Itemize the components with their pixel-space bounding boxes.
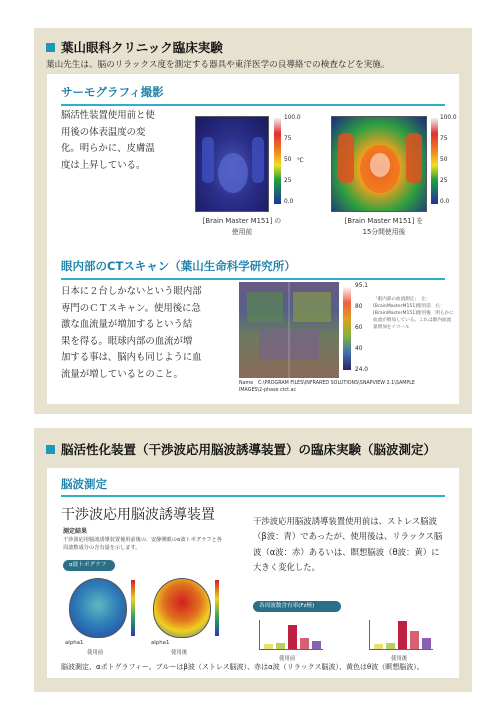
caption-before: [Brain Master M151] の 使用前 <box>202 217 282 236</box>
ct-texture <box>239 282 339 378</box>
result-text: 干渉波応用脳波誘導装置使用前後の、安静開眼のα波トポグラフと各周波数成分の含有量を示します。 <box>63 537 222 551</box>
hands-silhouette-after <box>332 117 427 212</box>
section-heading: 脳活性化装置（干渉波応用脳波誘導装置）の臨床実験（脳波測定） <box>46 440 436 458</box>
tick-label: 100.0 <box>284 115 301 121</box>
clinic-section <box>34 28 472 414</box>
experiment-card <box>47 74 459 404</box>
tick-label: 100.0 <box>440 115 457 121</box>
tick-label: 75 <box>440 136 448 142</box>
square-bullet-icon <box>46 43 55 52</box>
thermograph-before <box>195 116 269 212</box>
tick-label: 0.0 <box>284 199 294 205</box>
tick-label: 0.0 <box>440 199 450 205</box>
eeg-footer-caption: 脳波測定、αポトグラフィー。ブルーはβ波（ストレス脳波）、赤はα波（リラックス脳波）、黄色はθ波（瞑想脳波）。 <box>61 663 424 671</box>
frequency-bar <box>300 638 309 649</box>
thermo-title: サーモグラフィ撮影 <box>61 85 164 99</box>
thermo-colorbar-after <box>431 118 438 204</box>
ct-scan-image <box>239 282 339 378</box>
tick-label: 50 <box>284 157 292 163</box>
tick-label: 24.0 <box>355 367 368 373</box>
topo-colorbar <box>215 580 219 636</box>
file-path-text: Name C:\PROGRAM FILES\INFRARED SOLUTIONS\SNAPVIEW 2.1\SAMPLE IMAGES\2-phase ctct.ac <box>239 381 415 393</box>
alpha1-label: alpha1 <box>65 640 84 646</box>
tick-label: 25 <box>284 178 292 184</box>
eeg-card <box>47 468 459 678</box>
result-label: 測定結果 <box>63 528 88 535</box>
hands-silhouette-before <box>196 117 269 212</box>
alpha-topograph-label: α波トポグラフ <box>63 560 115 571</box>
section-intro: 葉山先生は、脳のリラックス度を測定する器具や東洋医学の良導絡での検査などを実施。 <box>46 60 390 70</box>
tick-label: 40 <box>355 346 363 352</box>
title-rule <box>61 278 445 280</box>
square-bullet-icon <box>46 445 55 454</box>
topograph-after <box>153 578 211 638</box>
ct-text: 日本に２台しかないという眼内部 専門のＣＴスキャン。使用後に急 激な血流量が増加するという結 果を得る。眼球内部の血流が増 加する事は、脳内も同じように血 流量が増しているとのこと。 <box>61 286 202 380</box>
frequency-chart-before <box>259 620 323 650</box>
frequency-bar <box>288 625 297 649</box>
tick-label: 25 <box>440 178 448 184</box>
eeg-section <box>34 428 472 692</box>
tick-label: 60 <box>355 325 363 331</box>
frequency-bar <box>312 641 321 649</box>
ct-title: 眼内部のCTスキャン（葉山生命科学研究所） <box>61 259 296 273</box>
caption-after: [Brain Master M151] を 15分間使用後 <box>344 217 424 236</box>
frequency-bar <box>276 643 285 649</box>
after-label: 使用後 <box>391 656 408 662</box>
tick-label: 75 <box>284 136 292 142</box>
before-label: 使用前 <box>87 650 104 656</box>
title-rule <box>61 495 445 497</box>
frequency-chart-after <box>369 620 433 650</box>
title-rule <box>61 104 445 106</box>
frequency-bar <box>374 644 383 649</box>
device-title: 干渉波応用脳波誘導装置 <box>61 507 215 523</box>
thermo-text: 脳活性装置使用前と使 用後の体表温度の変 化。明らかに、皮膚温 度は上昇している。 <box>61 110 155 171</box>
ct-colorbar <box>343 286 351 370</box>
tick-label: 80 <box>355 304 363 310</box>
tick-label: 50 <box>440 157 448 163</box>
frequency-bar <box>398 621 407 649</box>
topograph-before <box>69 578 127 638</box>
eeg-text: 干渉波応用脳波誘導装置使用前は、ストレス脳波 （β波：青）であったが、使用後は、リラックス脳 波（α波：赤）あるいは、瞑想脳波（θ波：黄）に 大きく変化した。 <box>253 516 443 573</box>
after-label: 使用後 <box>171 650 188 656</box>
frequency-bar <box>264 644 273 649</box>
unit-label: ℃ <box>297 157 304 164</box>
frequency-bar <box>422 638 431 649</box>
section-heading: 葉山眼科クリニック臨床実験 <box>46 38 223 56</box>
frequency-bar <box>386 643 395 649</box>
topo-colorbar <box>131 580 135 636</box>
frequency-bar <box>410 631 419 649</box>
before-label: 使用前 <box>279 656 296 662</box>
alpha1-label: alpha1 <box>151 640 170 646</box>
tick-label: 95.1 <box>355 283 368 289</box>
ct-note: 「眼内部の血流測定」 左：[BrainMasterM151]使用前 右：[BrainMasterM151]使用後 明らかに血流が増加している。これは眼内血流量増加をイコール <box>373 297 454 330</box>
eeg-subtitle: 脳波測定 <box>61 477 107 491</box>
frequency-chart-label: 各周波数含有率(Fz極) <box>253 601 341 612</box>
thermo-colorbar-before <box>274 118 281 204</box>
thermograph-after <box>331 116 427 212</box>
